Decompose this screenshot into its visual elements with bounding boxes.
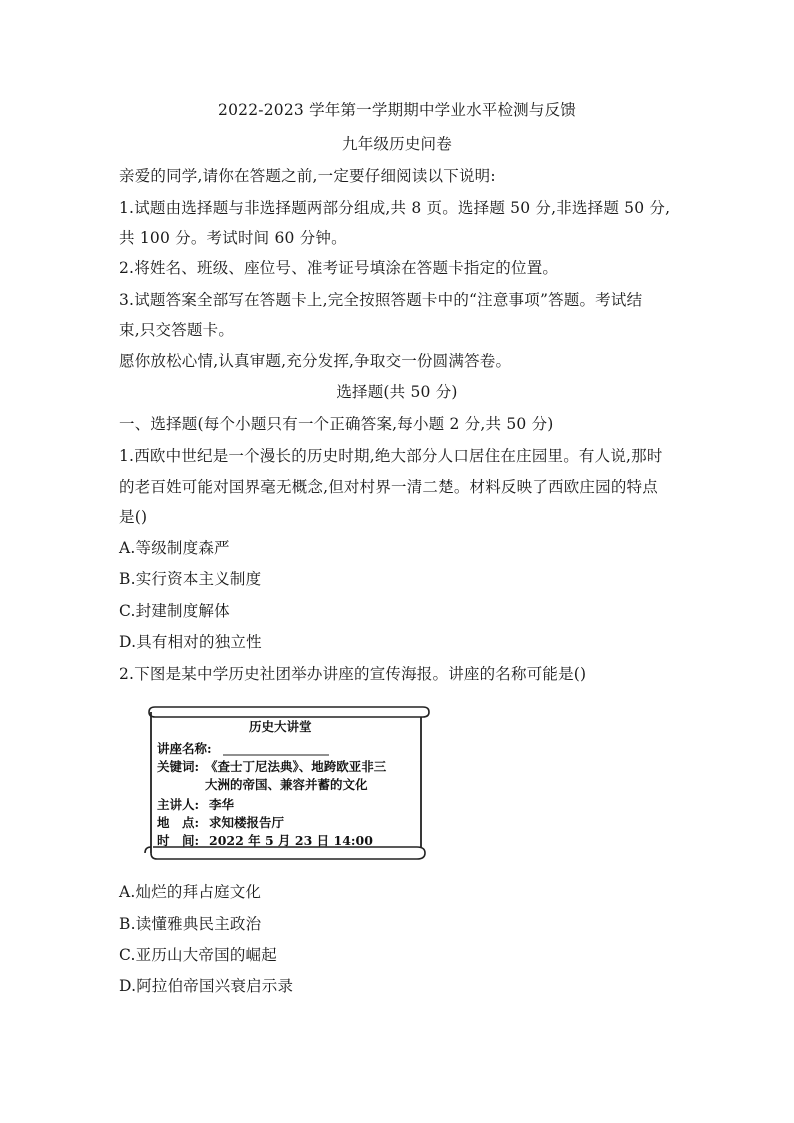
q1-stem-line1: 1.西欧中世纪是一个漫长的历史时期,绝大部分人口居住在庄园里。有人说,那时 <box>119 447 663 465</box>
q2-option-b: B.读懂雅典民主政治 <box>119 915 262 933</box>
part-title: 一、选择题(每个小题只有一个正确答案,每小题 2 分,共 50 分) <box>119 415 554 433</box>
poster-speaker-label: 主讲人: <box>157 797 200 812</box>
q1-option-a: A.等级制度森严 <box>119 539 230 557</box>
q2-stem: 2.下图是某中学历史社团举办讲座的宣传海报。讲座的名称可能是() <box>119 665 587 683</box>
poster-keywords-line2: 大洲的帝国、兼容并蓄的文化 <box>205 777 368 792</box>
instruction-3-line2: 束,只交答题卡。 <box>119 321 235 339</box>
exam-title: 2022-2023 学年第一学期期中学业水平检测与反馈 <box>218 101 576 119</box>
poster-keywords-label: 关键词: <box>157 759 200 774</box>
poster-speaker: 李华 <box>209 797 235 812</box>
lecture-poster <box>141 703 431 861</box>
instructions-greeting: 亲爱的同学,请你在答题之前,一定要仔细阅读以下说明: <box>119 167 496 185</box>
q2-option-a: A.灿烂的拜占庭文化 <box>119 883 262 901</box>
q2-option-c: C.亚历山大帝国的崛起 <box>119 946 277 964</box>
poster-keywords-line1: 《查士丁尼法典》、地跨欧亚非三 <box>205 759 387 774</box>
q2-option-d: D.阿拉伯帝国兴衰启示录 <box>119 977 294 995</box>
q1-option-c: C.封建制度解体 <box>119 602 230 620</box>
instructions-wish: 愿你放松心情,认真审题,充分发挥,争取交一份圆满答卷。 <box>119 352 512 370</box>
q1-option-b: B.实行资本主义制度 <box>119 570 262 588</box>
poster-time-label: 时 间: <box>157 833 200 848</box>
instruction-3-line1: 3.试题答案全部写在答题卡上,完全按照答题卡中的“注意事项”答题。考试结 <box>119 291 643 309</box>
poster-place: 求知楼报告厅 <box>209 815 285 830</box>
q1-option-d: D.具有相对的独立性 <box>119 633 262 651</box>
poster-time: 2022 年 5 月 23 日 14:00 <box>209 833 373 848</box>
instruction-1-line1: 1.试题由选择题与非选择题两部分组成,共 8 页。选择题 50 分,非选择题 50 分, <box>119 199 671 217</box>
poster-title: 历史大讲堂 <box>249 719 312 734</box>
exam-subtitle: 九年级历史问卷 <box>342 135 452 153</box>
section-heading: 选择题(共 50 分) <box>336 383 458 401</box>
instruction-2: 2.将姓名、班级、座位号、准考证号填涂在答题卡指定的位置。 <box>119 259 559 277</box>
poster-place-label: 地 点: <box>157 815 200 830</box>
instruction-1-line2: 共 100 分。考试时间 60 分钟。 <box>119 229 347 247</box>
q1-stem-line2: 的老百姓可能对国界毫无概念,但对村界一清二楚。材料反映了西欧庄园的特点 <box>119 478 658 496</box>
poster-name-label: 讲座名称: <box>157 741 212 756</box>
q1-stem-line3: 是() <box>119 508 148 526</box>
